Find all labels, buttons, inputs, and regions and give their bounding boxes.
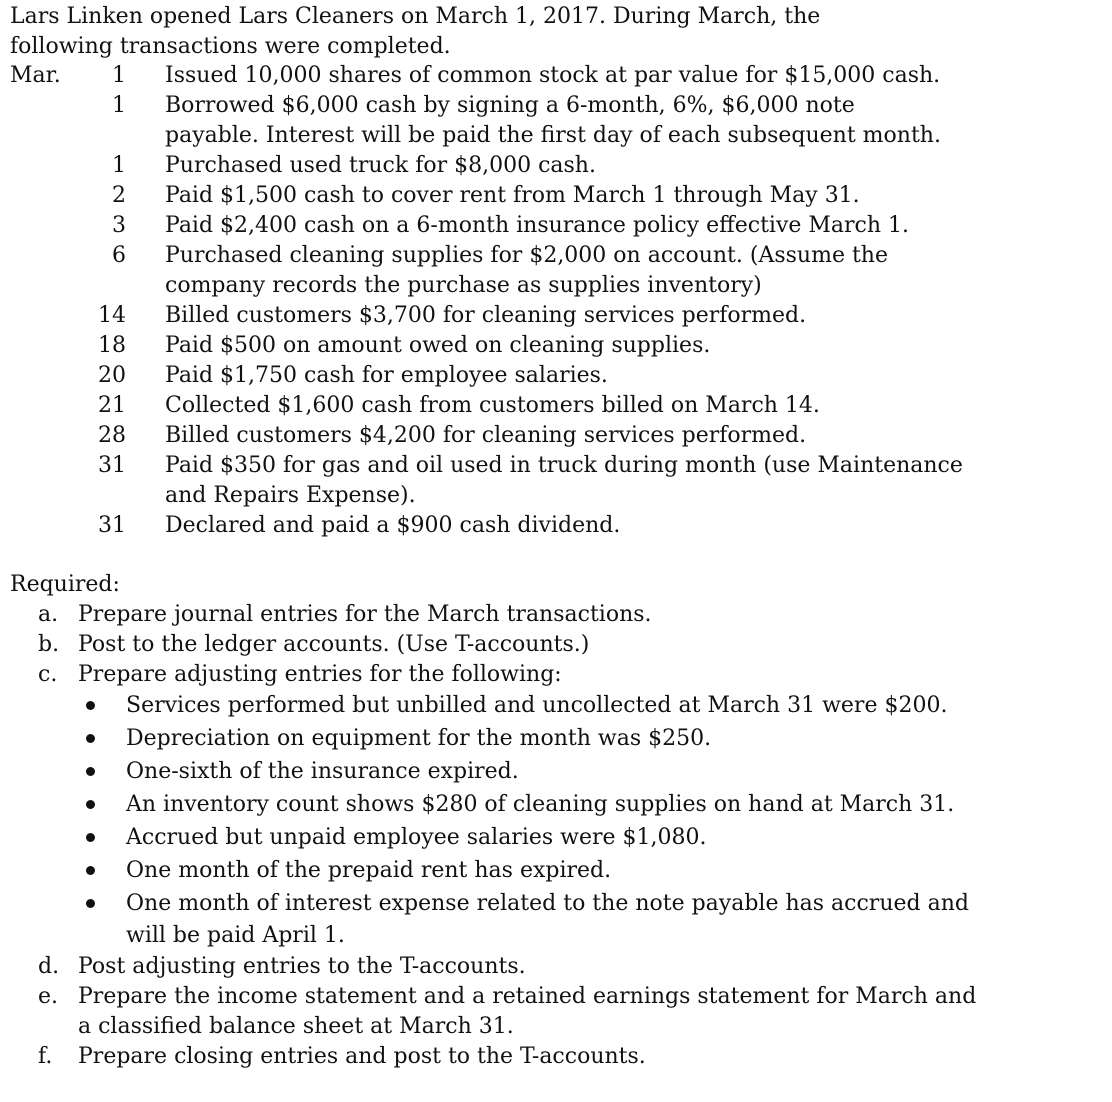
bullet-icon — [86, 800, 95, 809]
required-item-letter: f. — [38, 1044, 53, 1069]
transaction-day: 31 — [98, 513, 126, 538]
transaction-description: Paid $350 for gas and oil used in truck during month (use Maintenance and Repairs Expense). — [165, 453, 963, 508]
required-item — [10, 660, 1010, 690]
transaction-description: Paid $1,500 cash to cover rent from March 1 through May 31. — [165, 183, 860, 208]
bullet-icon — [86, 833, 95, 842]
adjustment-item — [10, 690, 1010, 723]
required-item-text: Prepare closing entries and post to the T-accounts. — [78, 1044, 646, 1069]
required-item-text: Prepare journal entries for the March transactions. — [78, 602, 652, 627]
adjustment-item — [10, 855, 1010, 888]
required-item-text: Prepare the income statement and a retained earnings statement for March and a classified balance sheet at March 31. — [78, 984, 977, 1039]
month-label: Mar. — [10, 63, 61, 88]
transaction-description: Declared and paid a $900 cash dividend. — [165, 513, 621, 538]
transaction-day: 1 — [112, 93, 126, 118]
bullet-icon — [86, 866, 95, 875]
adjustment-text: One month of the prepaid rent has expired. — [126, 858, 612, 883]
transaction-description: Issued 10,000 shares of common stock at par value for $15,000 cash. — [165, 63, 941, 88]
transaction-description: Paid $2,400 cash on a 6-month insurance policy effective March 1. — [165, 213, 910, 238]
transaction-day: 2 — [112, 183, 126, 208]
required-item — [10, 982, 1010, 1042]
transaction-description: Purchased cleaning supplies for $2,000 on account. (Assume the company records the purchase as supplies inventory) — [165, 243, 888, 298]
transaction-day: 1 — [112, 63, 126, 88]
required-item — [10, 952, 1010, 982]
adjustment-item — [10, 888, 1010, 952]
bullet-icon — [86, 701, 95, 710]
required-item — [10, 600, 1010, 630]
transaction-description: Borrowed $6,000 cash by signing a 6-month, 6%, $6,000 note payable. Interest will be paid the first day of each subsequent month. — [165, 93, 941, 148]
bullet-icon — [86, 899, 95, 908]
transaction-day: 1 — [112, 153, 126, 178]
transaction-day: 28 — [98, 423, 126, 448]
intro-paragraph: Lars Linken opened Lars Cleaners on March 1, 2017. During March, the following transactions were completed. — [10, 4, 821, 59]
transaction-day: 6 — [112, 243, 126, 268]
transaction-day: 18 — [98, 333, 126, 358]
bullet-icon — [86, 767, 95, 776]
transaction-day: 14 — [98, 303, 126, 328]
required-item — [10, 1042, 1010, 1072]
required-item-text: Post adjusting entries to the T-accounts. — [78, 954, 526, 979]
adjustment-text: One-sixth of the insurance expired. — [126, 759, 519, 784]
transaction-description: Paid $500 on amount owed on cleaning supplies. — [165, 333, 711, 358]
adjustment-item — [10, 723, 1010, 756]
required-item-letter: c. — [38, 662, 58, 687]
adjustment-item — [10, 822, 1010, 855]
required-item-text: Prepare adjusting entries for the following: — [78, 662, 562, 687]
transaction-description: Collected $1,600 cash from customers billed on March 14. — [165, 393, 820, 418]
adjustment-text: One month of interest expense related to the note payable has accrued and will be paid April 1. — [126, 891, 969, 948]
required-section — [10, 570, 1010, 1072]
transaction-description: Purchased used truck for $8,000 cash. — [165, 153, 596, 178]
required-item-text: Post to the ledger accounts. (Use T-accounts.) — [78, 632, 590, 657]
required-item-letter: b. — [38, 632, 60, 657]
adjustment-item — [10, 756, 1010, 789]
transaction-day: 31 — [98, 453, 126, 478]
bullet-icon — [86, 734, 95, 743]
adjustment-text: Services performed but unbilled and uncollected at March 31 were $200. — [126, 693, 948, 718]
transaction-description: Billed customers $4,200 for cleaning services performed. — [165, 423, 807, 448]
transaction-day: 21 — [98, 393, 126, 418]
required-item-letter: e. — [38, 984, 59, 1009]
adjustment-text: Depreciation on equipment for the month was $250. — [126, 726, 712, 751]
required-heading: Required: — [10, 572, 120, 597]
transaction-day: 3 — [112, 213, 126, 238]
adjustments-list — [10, 690, 1010, 952]
required-item-letter: d. — [38, 954, 60, 979]
transaction-description: Billed customers $3,700 for cleaning services performed. — [165, 303, 807, 328]
adjustment-text: An inventory count shows $280 of cleaning supplies on hand at March 31. — [126, 792, 955, 817]
transaction-description: Paid $1,750 cash for employee salaries. — [165, 363, 608, 388]
adjustment-item — [10, 789, 1010, 822]
required-item — [10, 630, 1010, 660]
required-item-letter: a. — [38, 602, 59, 627]
adjustment-text: Accrued but unpaid employee salaries were $1,080. — [126, 825, 707, 850]
transaction-day: 20 — [98, 363, 126, 388]
